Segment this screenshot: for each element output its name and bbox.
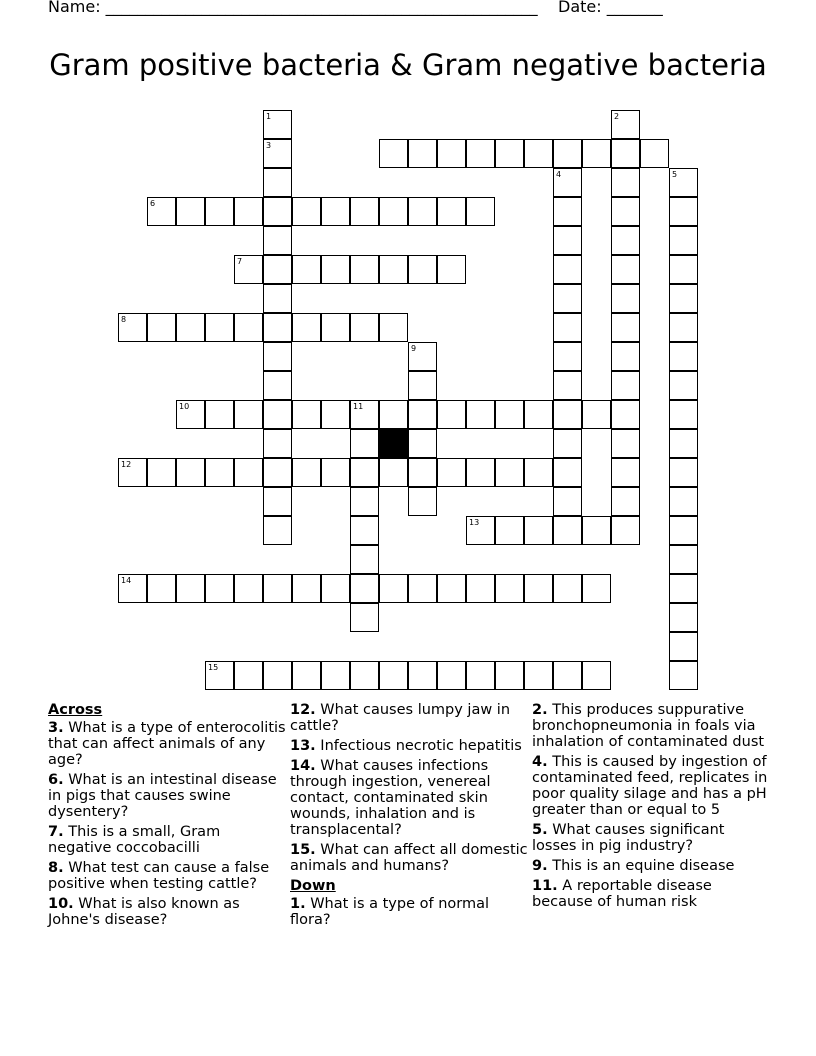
grid-cell[interactable]	[669, 168, 698, 197]
grid-cell[interactable]	[553, 429, 582, 458]
grid-cell[interactable]	[350, 516, 379, 545]
grid-cell[interactable]	[553, 342, 582, 371]
grid-cell[interactable]	[234, 400, 263, 429]
grid-cell[interactable]	[205, 197, 234, 226]
across-list-2	[290, 702, 530, 874]
clue-number: 8.	[48, 860, 64, 876]
grid-cell[interactable]	[669, 255, 698, 284]
grid-cell[interactable]	[408, 400, 437, 429]
grid-cell[interactable]	[553, 255, 582, 284]
grid-cell[interactable]	[611, 458, 640, 487]
grid-cell[interactable]	[292, 661, 321, 690]
grid-cell[interactable]	[321, 574, 350, 603]
clue-item	[290, 758, 530, 838]
grid-cell[interactable]	[408, 255, 437, 284]
grid-cell[interactable]	[379, 458, 408, 487]
cell-number: 3	[266, 141, 272, 150]
grid-cell[interactable]	[437, 458, 466, 487]
clue-item	[532, 822, 772, 854]
grid-cell[interactable]	[408, 342, 437, 371]
grid-cell[interactable]	[234, 458, 263, 487]
grid-cell[interactable]	[263, 400, 292, 429]
grid-cell[interactable]	[263, 487, 292, 516]
grid-cell[interactable]	[524, 400, 553, 429]
clue-item	[532, 858, 772, 874]
grid-cell[interactable]	[582, 574, 611, 603]
grid-cell[interactable]	[669, 284, 698, 313]
grid-cell[interactable]	[611, 284, 640, 313]
grid-cell[interactable]	[118, 574, 147, 603]
cell-number: 2	[614, 112, 620, 121]
clue-number: 6.	[48, 772, 64, 788]
grid-cell[interactable]	[205, 400, 234, 429]
clue-number: 10.	[48, 896, 74, 912]
clue-text: This produces suppurative bronchopneumonia in foals via inhalation of contaminated dust	[532, 702, 765, 750]
grid-cell[interactable]	[640, 139, 669, 168]
grid-cell[interactable]	[582, 139, 611, 168]
grid-cell[interactable]	[408, 458, 437, 487]
grid-cell[interactable]	[176, 574, 205, 603]
cell-number: 6	[150, 199, 156, 208]
grid-cell[interactable]	[321, 255, 350, 284]
grid-cell[interactable]	[611, 487, 640, 516]
clue-item	[290, 896, 530, 928]
grid-cell[interactable]	[263, 284, 292, 313]
grid-cell[interactable]	[437, 661, 466, 690]
clue-text: What causes infections through ingestion, venereal contact, contaminated skin wounds, inhalation and is transplacental?	[290, 758, 491, 838]
grid-cell[interactable]	[350, 545, 379, 574]
cell-number: 11	[353, 402, 364, 411]
clue-item	[290, 738, 530, 754]
grid-cell[interactable]	[292, 400, 321, 429]
grid-cell[interactable]	[669, 487, 698, 516]
grid-cell[interactable]	[553, 139, 582, 168]
clues-column-3	[532, 702, 772, 914]
grid-cell[interactable]	[118, 458, 147, 487]
grid-cell[interactable]	[234, 313, 263, 342]
grid-cell[interactable]	[350, 661, 379, 690]
grid-cell[interactable]	[669, 226, 698, 255]
grid-cell[interactable]	[408, 371, 437, 400]
grid-cell[interactable]	[147, 313, 176, 342]
grid-cell[interactable]	[553, 226, 582, 255]
grid-cell[interactable]	[263, 429, 292, 458]
grid-cell[interactable]	[379, 197, 408, 226]
grid-cell[interactable]	[321, 458, 350, 487]
grid-cell[interactable]	[176, 458, 205, 487]
clue-item	[532, 878, 772, 910]
grid-cell[interactable]	[263, 342, 292, 371]
grid-cell[interactable]	[292, 574, 321, 603]
grid-cell[interactable]	[437, 255, 466, 284]
grid-cell[interactable]	[553, 313, 582, 342]
across-list-1	[48, 720, 288, 928]
grid-cell[interactable]	[234, 255, 263, 284]
clue-item	[48, 824, 288, 856]
grid-cell[interactable]	[379, 255, 408, 284]
grid-cell[interactable]	[408, 139, 437, 168]
grid-cell[interactable]	[379, 400, 408, 429]
grid-cell[interactable]	[263, 197, 292, 226]
grid-cell[interactable]	[669, 516, 698, 545]
grid-cell[interactable]	[350, 574, 379, 603]
page-title: Gram positive bacteria & Gram negative bacteria	[49, 48, 767, 82]
clue-text: What is a type of normal flora?	[290, 896, 490, 928]
grid-cell[interactable]	[176, 313, 205, 342]
cell-number: 7	[237, 257, 243, 266]
grid-cell[interactable]	[553, 574, 582, 603]
grid-cell[interactable]	[553, 661, 582, 690]
grid-cell[interactable]	[495, 400, 524, 429]
grid-cell[interactable]	[611, 400, 640, 429]
clue-item	[48, 896, 288, 928]
grid-cell[interactable]	[669, 661, 698, 690]
cell-number: 12	[121, 460, 132, 469]
grid-cell[interactable]	[611, 516, 640, 545]
cell-number: 13	[469, 518, 480, 527]
grid-cell[interactable]	[524, 516, 553, 545]
grid-cell[interactable]	[582, 516, 611, 545]
grid-cell[interactable]	[234, 197, 263, 226]
grid-cell[interactable]	[553, 487, 582, 516]
clue-number: 3.	[48, 720, 64, 736]
grid-cell[interactable]	[205, 661, 234, 690]
grid-cell[interactable]	[263, 313, 292, 342]
grid-cell[interactable]	[437, 574, 466, 603]
grid-cell[interactable]	[466, 574, 495, 603]
clue-item	[48, 720, 288, 768]
grid-cell[interactable]	[118, 313, 147, 342]
grid-cell[interactable]	[321, 313, 350, 342]
clue-text: This is caused by ingestion of contaminated feed, replicates in poor quality silage and has a pH greater than or equal to 5	[532, 754, 768, 818]
grid-cell[interactable]	[611, 139, 640, 168]
clue-number: 2.	[532, 702, 548, 718]
grid-cell[interactable]	[234, 661, 263, 690]
grid-cell[interactable]	[350, 603, 379, 632]
grid-cell[interactable]	[176, 197, 205, 226]
clues-column-2	[290, 702, 530, 932]
grid-cell[interactable]	[408, 487, 437, 516]
cell-number: 1	[266, 112, 272, 121]
name-date-line: Name: ______________________________________________________ Date: _______	[48, 0, 663, 16]
grid-cell[interactable]	[524, 574, 553, 603]
cell-number: 15	[208, 663, 219, 672]
grid-cell[interactable]	[669, 313, 698, 342]
clue-item	[48, 772, 288, 820]
clue-text: What test can cause a false positive when testing cattle?	[48, 860, 270, 892]
clue-text: What is a type of enterocolitis that can affect animals of any age?	[48, 720, 286, 768]
clue-number: 9.	[532, 858, 548, 874]
grid-cell[interactable]	[495, 516, 524, 545]
grid-cell[interactable]	[524, 458, 553, 487]
grid-cell[interactable]	[669, 603, 698, 632]
clue-item	[290, 702, 530, 734]
cell-number: 5	[672, 170, 678, 179]
clue-item	[532, 702, 772, 750]
grid-cell[interactable]	[437, 400, 466, 429]
clue-number: 1.	[290, 896, 306, 912]
grid-cell[interactable]	[437, 139, 466, 168]
grid-cell[interactable]	[263, 226, 292, 255]
grid-cell[interactable]	[495, 574, 524, 603]
grid-cell[interactable]	[669, 545, 698, 574]
grid-cell[interactable]	[669, 371, 698, 400]
grid-cell[interactable]	[234, 574, 263, 603]
grid-cell[interactable]	[524, 661, 553, 690]
grid-cell[interactable]	[205, 458, 234, 487]
grid-cell[interactable]	[553, 371, 582, 400]
grid-cell[interactable]	[466, 516, 495, 545]
cell-number: 10	[179, 402, 190, 411]
clue-item	[48, 860, 288, 892]
grid-cell[interactable]	[379, 139, 408, 168]
grid-cell[interactable]	[669, 458, 698, 487]
grid-cell[interactable]	[669, 429, 698, 458]
grid-cell[interactable]	[292, 313, 321, 342]
clue-text: Infectious necrotic hepatitis	[315, 738, 522, 754]
grid-cell[interactable]	[495, 661, 524, 690]
grid-cell[interactable]	[292, 458, 321, 487]
clue-text: What causes significant losses in pig industry?	[532, 822, 725, 854]
clue-text: This is a small, Gram negative coccobacilli	[48, 824, 221, 856]
grid-cell[interactable]	[379, 313, 408, 342]
clue-number: 11.	[532, 878, 558, 894]
cell-number: 9	[411, 344, 417, 353]
grid-cell[interactable]	[466, 661, 495, 690]
grid-cell[interactable]	[408, 429, 437, 458]
grid-cell[interactable]	[292, 255, 321, 284]
grid-cell[interactable]	[321, 400, 350, 429]
grid-cell[interactable]	[611, 110, 640, 139]
grid-cell[interactable]	[553, 168, 582, 197]
clue-item	[532, 754, 772, 818]
grid-cell[interactable]	[582, 661, 611, 690]
grid-cell[interactable]	[263, 255, 292, 284]
grid-cell[interactable]	[553, 284, 582, 313]
grid-cell[interactable]	[408, 661, 437, 690]
grid-cell[interactable]	[263, 661, 292, 690]
clue-number: 15.	[290, 842, 316, 858]
grid-cell[interactable]	[524, 139, 553, 168]
grid-cell[interactable]	[611, 342, 640, 371]
grid-cell[interactable]	[147, 574, 176, 603]
grid-cell[interactable]	[466, 197, 495, 226]
grid-cell[interactable]	[205, 313, 234, 342]
cell-number: 14	[121, 576, 132, 585]
grid-cell[interactable]	[669, 574, 698, 603]
across-header: Across	[48, 702, 103, 718]
grid-cell[interactable]	[321, 661, 350, 690]
grid-cell[interactable]	[176, 400, 205, 429]
grid-cell[interactable]	[147, 197, 176, 226]
grid-cell[interactable]	[350, 400, 379, 429]
clue-number: 14.	[290, 758, 316, 774]
grid-cell[interactable]	[669, 632, 698, 661]
grid-cell[interactable]	[147, 458, 176, 487]
clue-number: 13.	[290, 738, 316, 754]
down-list-1	[290, 896, 530, 928]
clue-number: 12.	[290, 702, 316, 718]
grid-cell[interactable]	[611, 429, 640, 458]
grid-cell[interactable]	[669, 400, 698, 429]
grid-cell[interactable]	[437, 197, 466, 226]
grid-cell[interactable]	[611, 226, 640, 255]
grid-cell[interactable]	[263, 168, 292, 197]
grid-cell[interactable]	[263, 110, 292, 139]
grid-cell[interactable]	[611, 313, 640, 342]
clue-text: What causes lumpy jaw in cattle?	[290, 702, 511, 734]
grid-cell[interactable]	[263, 139, 292, 168]
shaded-cell	[379, 429, 408, 458]
down-list-2	[532, 702, 772, 910]
grid-cell[interactable]	[611, 255, 640, 284]
grid-cell[interactable]	[611, 197, 640, 226]
cell-number: 8	[121, 315, 127, 324]
grid-cell[interactable]	[379, 661, 408, 690]
grid-cell[interactable]	[263, 371, 292, 400]
grid-cell[interactable]	[466, 139, 495, 168]
grid-cell[interactable]	[408, 197, 437, 226]
grid-cell[interactable]	[466, 458, 495, 487]
grid-cell[interactable]	[669, 197, 698, 226]
down-header: Down	[290, 878, 336, 894]
clue-number: 4.	[532, 754, 548, 770]
clues-column-1	[48, 702, 288, 932]
clue-number: 5.	[532, 822, 548, 838]
grid-cell[interactable]	[466, 400, 495, 429]
grid-cell[interactable]	[350, 458, 379, 487]
grid-cell[interactable]	[553, 400, 582, 429]
grid-cell[interactable]	[350, 197, 379, 226]
grid-cell[interactable]	[553, 197, 582, 226]
grid-cell[interactable]	[495, 139, 524, 168]
cell-number: 4	[556, 170, 562, 179]
clue-text: What can affect all domestic animals and humans?	[290, 842, 528, 874]
clue-text: A reportable disease because of human risk	[532, 878, 712, 910]
grid-cell[interactable]	[553, 458, 582, 487]
grid-cell[interactable]	[321, 197, 350, 226]
grid-cell[interactable]	[350, 313, 379, 342]
grid-cell[interactable]	[611, 371, 640, 400]
grid-cell[interactable]	[408, 574, 437, 603]
clue-item	[290, 842, 530, 874]
clue-text: This is an equine disease	[547, 858, 735, 874]
grid-cell[interactable]	[263, 574, 292, 603]
clue-text: What is an intestinal disease in pigs that causes swine dysentery?	[48, 772, 277, 820]
grid-cell[interactable]	[495, 458, 524, 487]
grid-cell[interactable]	[582, 400, 611, 429]
clue-text: What is also known as Johne's disease?	[48, 896, 240, 928]
grid-cell[interactable]	[669, 342, 698, 371]
grid-cell[interactable]	[263, 516, 292, 545]
clue-number: 7.	[48, 824, 64, 840]
grid-cell[interactable]	[350, 487, 379, 516]
grid-cell[interactable]	[379, 574, 408, 603]
grid-cell[interactable]	[611, 168, 640, 197]
grid-cell[interactable]	[205, 574, 234, 603]
grid-cell[interactable]	[263, 458, 292, 487]
grid-cell[interactable]	[350, 429, 379, 458]
grid-cell[interactable]	[553, 516, 582, 545]
grid-cell[interactable]	[350, 255, 379, 284]
grid-cell[interactable]	[292, 197, 321, 226]
